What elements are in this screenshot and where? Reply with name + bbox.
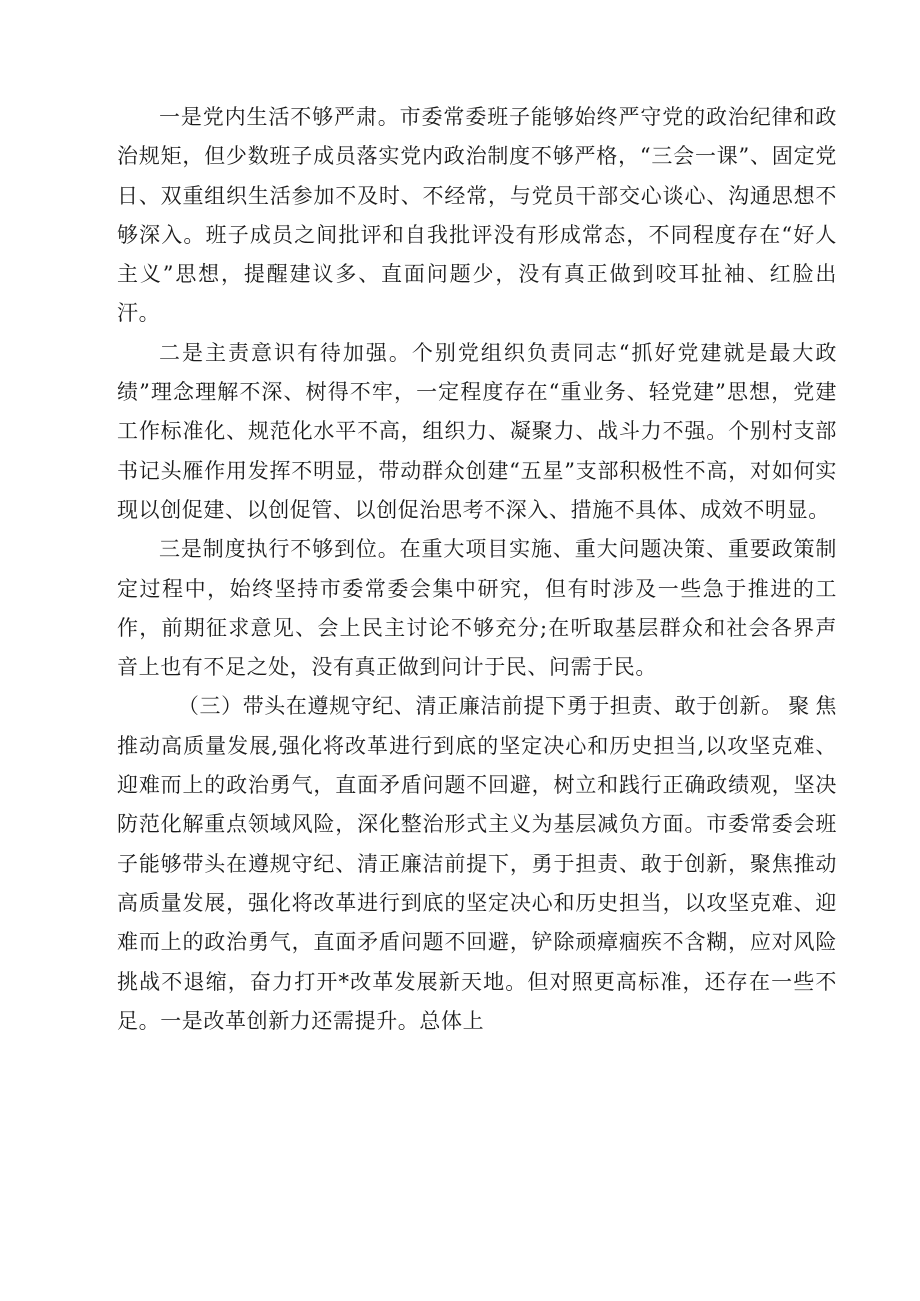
document-body [117,98,837,1041]
section-three-paragraph [117,687,837,1041]
section-heading: （三）带头在遵规守纪、清正廉洁前提下勇于担责、敢于创新。 [177,694,783,719]
paragraph-party-life: 一是党内生活不够严肃。市委常委班子能够始终严守党的政治纪律和政治规矩，但少数班子成员落实党内政治制度不够严格，“三会一课”、固定党日、双重组织生活参加不及时、不经常，与党员干部交心谈心、沟通思想不够深入。班子成员之间批评和自我批评没有形成常态，不同程度存在“好人主义”思想，提醒建议多、直面问题少，没有真正做到咬耳扯袖、红脸出汗。 [117,105,837,326]
paragraph-responsibility: 二是主责意识有待加强。个别党组织负责同志“抓好党建就是最大政绩”理念理解不深、树得不牢，一定程度存在“重业务、轻党建”思想，党建工作标准化、规范化水平不高，组织力、凝聚力、战斗力不强。个别村支部书记头雁作用发挥不明显，带动群众创建“五星”支部积极性不高，对如何实现以创促建、以创促管、以创促治思考不深入、措施不具体、成效不明显。 [117,340,837,522]
section-body: 聚焦推动高质量发展,强化将改革进行到底的坚定决心和历史担当,以攻坚克难、迎难而上的政治勇气，直面矛盾问题不回避，树立和践行正确政绩观，坚决防范化解重点领域风险，深化整治形式主义为基层减负方面。市委常委会班子能够带头在遵规守纪、清正廉洁前提下，勇于担责、敢于创新，聚焦推动高质量发展，强化将改革进行到底的坚定决心和历史担当，以攻坚克难、迎难而上的政治勇气，直面矛盾问题不回避，铲除顽瘴痼疾不含糊，应对风险挑战不退缩，奋力打开*改革发展新天地。但对照更高标准，还存在一些不足。一是改革创新力还需提升。总体上 [117,694,837,1033]
paragraph-system-execution: 三是制度执行不够到位。在重大项目实施、重大问题决策、重要政策制定过程中，始终坚持市委常委会集中研究，但有时涉及一些急于推进的工作，前期征求意见、会上民主讨论不够充分;在听取基层群众和社会各界声音上也有不足之处，没有真正做到问计于民、问需于民。 [117,537,837,680]
